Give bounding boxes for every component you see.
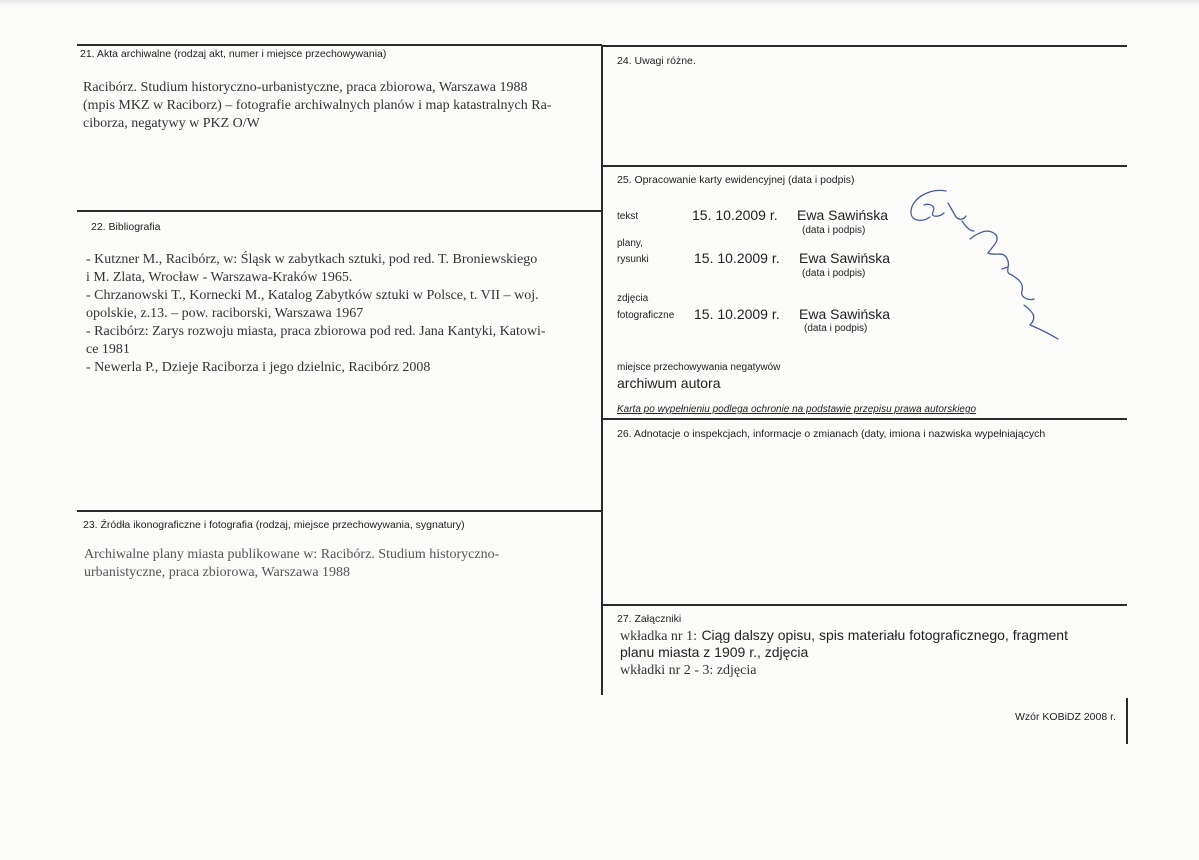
s25-row2-label2: rysunki [617, 254, 649, 265]
biblio-line: ce 1981 [86, 342, 130, 357]
s21-body [83, 79, 598, 133]
s25-header: 25. Opracowanie karty ewidencyjnej (data i podpis) [617, 174, 855, 186]
biblio-line: - Chrzanowski T., Kornecki M., Katalog Zabytków sztuki w Polsce, t. VII – woj. [86, 288, 539, 303]
s27-line1 [620, 627, 1068, 645]
rule-top-right [603, 45, 1127, 47]
s21-line: (mpis MKZ w Raciborz) – fotografie archiwalnych planów i map katastralnych Ra- [83, 98, 552, 113]
s23-line: urbanistyczne, praca zbiorowa, Warszawa 1988 [84, 565, 351, 580]
s27-header: 27. Załączniki [617, 613, 682, 625]
s25-row3-sub: (data i podpis) [804, 323, 868, 334]
rule-23-top [77, 510, 602, 512]
rule-27-top [603, 604, 1127, 606]
s25-row1-label1: tekst [617, 211, 639, 222]
s27-line1-prefix: wkładka nr 1: [620, 629, 697, 644]
biblio-line: - Newerla P., Dzieje Raciborza i jego dzielnic, Racibórz 2008 [86, 360, 431, 375]
rule-right-vertical [1126, 698, 1128, 744]
negatives-label: miejsce przechowywania negatywów [617, 362, 781, 373]
s25-row2-name: Ewa Sawińska [799, 250, 891, 266]
s23-header: 23. Źródła ikonograficzne i fotografia (rodzaj, miejsce przechowywania, sygnatury) [83, 519, 465, 531]
s21-line: ciborza, negatywy w PKZ O/W [83, 116, 260, 131]
s22-header: 22. Bibliografia [91, 221, 161, 233]
s25-row3-label2: fotograficzne [617, 310, 675, 321]
s23-body [84, 546, 599, 582]
biblio-line: opolskie, z.13. – pow. raciborski, Warszawa 1967 [86, 306, 364, 321]
s27-line2: planu miasta z 1909 r., zdjęcia [620, 644, 809, 660]
s25-row2-label1: plany, [617, 238, 643, 249]
s25-row1-name: Ewa Sawińska [797, 207, 889, 223]
s24-header: 24. Uwagi różne. [617, 55, 696, 67]
biblio-line: i M. Zlata, Wrocław - Warszawa-Kraków 1965. [86, 270, 353, 285]
s25-row3-name: Ewa Sawińska [799, 306, 891, 322]
s22-body [86, 251, 601, 377]
s25-row1-date: 15. 10.2009 r. [692, 207, 778, 223]
s23-line: Archiwalne plany miasta publikowane w: Racibórz. Studium historyczno- [84, 547, 500, 562]
s27-line1-text: Ciąg dalszy opisu, spis materiału fotograficznego, fragment [701, 627, 1068, 643]
scan-edge [0, 0, 1199, 6]
s25-row1-sub: (data i podpis) [802, 225, 866, 236]
biblio-line: - Kutzner M., Racibórz, w: Śląsk w zabytkach sztuki, pod red. T. Broniewskiego [86, 252, 538, 267]
rule-top-left [77, 44, 602, 46]
rule-center-vertical [601, 45, 603, 695]
s21-header: 21. Akta archiwalne (rodzaj akt, numer i miejsce przechowywania) [80, 48, 387, 60]
s26-header: 26. Adnotacje o inspekcjach, informacje o zmianach (daty, imiona i nazwiska wypełniających [617, 428, 1046, 440]
s25-row2-sub: (data i podpis) [802, 268, 866, 279]
rule-26-top [603, 418, 1127, 420]
biblio-line: - Racibórz: Zarys rozwoju miasta, praca zbiorowa pod red. Jana Kantyki, Katowi- [86, 324, 546, 339]
s25-row2-date: 15. 10.2009 r. [694, 250, 780, 266]
s25-row3-date: 15. 10.2009 r. [694, 306, 780, 322]
s21-line: Racibórz. Studium historyczno-urbanistyczne, praca zbiorowa, Warszawa 1988 [83, 80, 528, 95]
negatives-value: archiwum autora [617, 375, 721, 391]
rule-25-top [603, 165, 1127, 167]
footer-model: Wzór KOBiDZ 2008 r. [1015, 711, 1116, 723]
copyright-note: Karta po wypełnieniu podlega ochronie na podstawie przepisu prawa autorskiego [617, 404, 977, 415]
s25-row3-label1: zdjęcia [617, 293, 649, 304]
signature-image [900, 183, 1070, 353]
rule-22-top [77, 210, 602, 212]
s27-line3: wkładki nr 2 - 3: zdjęcia [620, 663, 757, 678]
